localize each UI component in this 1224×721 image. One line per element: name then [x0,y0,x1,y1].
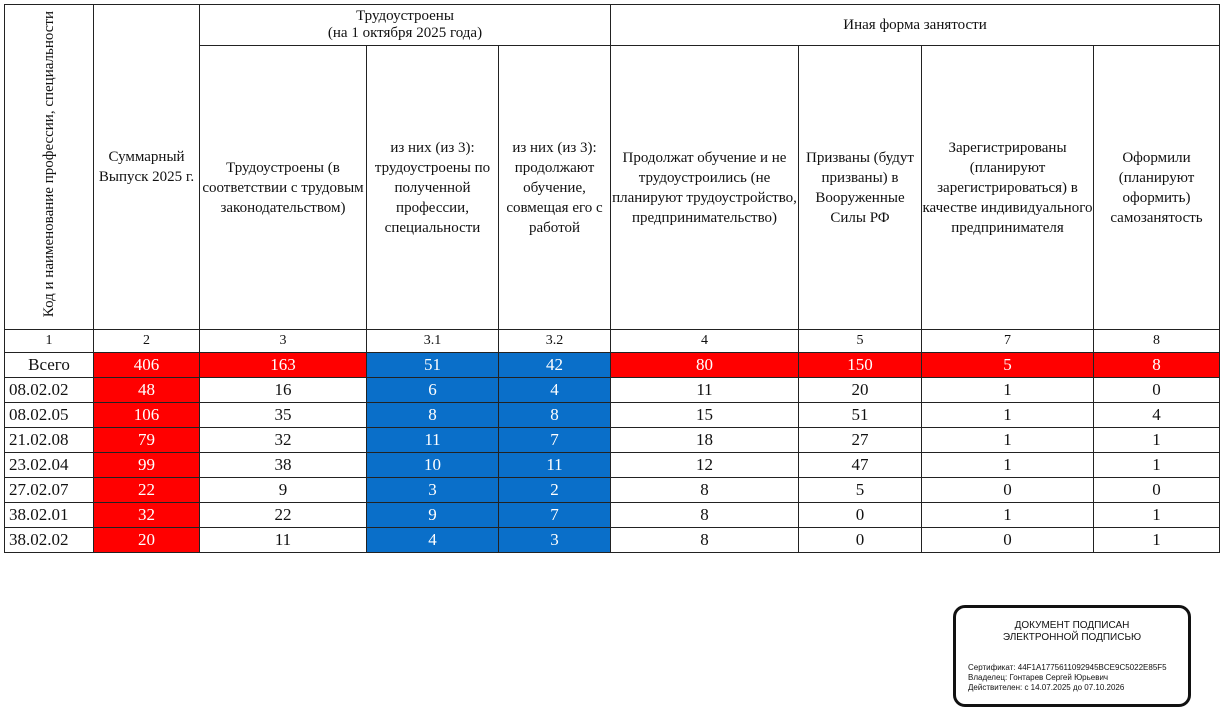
report-table [4,4,1220,553]
header-self-employed: Оформили (планируют оформить) самозанятость [1094,46,1220,330]
column-number: 4 [611,330,799,353]
stamp-title-line-2: ЭЛЕКТРОННОЙ ПОДПИСЬЮ [1002,632,1142,643]
cell-entrepreneur: 0 [922,528,1094,553]
cell-employed: 22 [200,503,367,528]
column-number: 2 [94,330,200,353]
cell-entrepreneur: 1 [922,403,1094,428]
stamp-owner: Владелец: Гонтарев Сергей Юрьевич [968,673,1109,682]
cell-employed-studying: 3 [499,528,611,553]
table-row [5,403,1220,428]
cell-continue-study: 8 [611,478,799,503]
header-total-graduates: Суммарный Выпуск 2025 г. [94,5,200,330]
cell-code: 38.02.02 [5,528,94,553]
cell-army: 0 [799,503,922,528]
column-number: 7 [922,330,1094,353]
cell-total-graduates: 32 [94,503,200,528]
cell-self-employed: 0 [1094,378,1220,403]
column-number: 3.1 [367,330,499,353]
cell-code: 08.02.02 [5,378,94,403]
cell-employed: 163 [200,353,367,378]
total-row [5,353,1220,378]
cell-self-employed: 8 [1094,353,1220,378]
cell-self-employed: 1 [1094,453,1220,478]
header-employed: Трудоустроены (в соответствии с трудовым законодательством) [200,46,367,330]
cell-employed-by-profession: 4 [367,528,499,553]
cell-code: 21.02.08 [5,428,94,453]
cell-army: 150 [799,353,922,378]
cell-total-graduates: 106 [94,403,200,428]
header-army: Призваны (будут призваны) в Вооруженные Силы РФ [799,46,922,330]
header-group-employed [200,5,611,46]
cell-employed-by-profession: 51 [367,353,499,378]
cell-total-graduates: 48 [94,378,200,403]
table-row [5,428,1220,453]
cell-employed-studying: 7 [499,503,611,528]
table-row [5,478,1220,503]
cell-employed-by-profession: 3 [367,478,499,503]
cell-self-employed: 0 [1094,478,1220,503]
cell-army: 47 [799,453,922,478]
cell-continue-study: 15 [611,403,799,428]
column-number: 8 [1094,330,1220,353]
header-employed-by-profession: из них (из 3): трудоустроены по полученной профессии, специальности [367,46,499,330]
header-continue-study: Продолжат обучение и не трудоустроились (не планируют трудоустройство, предпринимательство) [611,46,799,330]
column-number: 3.2 [499,330,611,353]
cell-employed-studying: 42 [499,353,611,378]
cell-employed-studying: 7 [499,428,611,453]
cell-employed-studying: 11 [499,453,611,478]
table-row [5,378,1220,403]
cell-total-graduates: 406 [94,353,200,378]
cell-self-employed: 1 [1094,428,1220,453]
cell-continue-study: 80 [611,353,799,378]
stamp-details [968,663,1167,693]
cell-employed: 38 [200,453,367,478]
cell-employed: 35 [200,403,367,428]
cell-army: 51 [799,403,922,428]
cell-continue-study: 8 [611,503,799,528]
cell-army: 0 [799,528,922,553]
cell-self-employed: 1 [1094,528,1220,553]
stamp-valid: Действителен: с 14.07.2025 до 07.10.2026 [968,683,1125,692]
cell-army: 27 [799,428,922,453]
header-entrepreneur: Зарегистрированы (планируют зарегистрироваться) в качестве индивидуального предпринимателя [922,46,1094,330]
cell-total-graduates: 22 [94,478,200,503]
cell-continue-study: 18 [611,428,799,453]
column-number: 5 [799,330,922,353]
cell-entrepreneur: 1 [922,428,1094,453]
cell-army: 5 [799,478,922,503]
cell-entrepreneur: 1 [922,503,1094,528]
header-group-other: Иная форма занятости [611,5,1220,46]
column-number: 1 [5,330,94,353]
cell-army: 20 [799,378,922,403]
table-row [5,528,1220,553]
column-number: 3 [200,330,367,353]
header-employed-studying: из них (из 3): продолжают обучение, совмещая его с работой [499,46,611,330]
cell-employed: 9 [200,478,367,503]
cell-employed-by-profession: 9 [367,503,499,528]
cell-employed-studying: 2 [499,478,611,503]
table-row [5,503,1220,528]
cell-self-employed: 1 [1094,503,1220,528]
cell-continue-study: 12 [611,453,799,478]
cell-entrepreneur: 1 [922,453,1094,478]
cell-code: 27.02.07 [5,478,94,503]
table-row [5,453,1220,478]
cell-total-graduates: 99 [94,453,200,478]
cell-employed-by-profession: 6 [367,378,499,403]
cell-employed: 32 [200,428,367,453]
header-code: Код и наименование профессии, специальности [5,5,94,330]
stamp-title [956,620,1188,644]
group-employed-title: Трудоустроены [356,8,454,24]
cell-continue-study: 11 [611,378,799,403]
cell-total-graduates: 79 [94,428,200,453]
cell-self-employed: 4 [1094,403,1220,428]
cell-employed-studying: 8 [499,403,611,428]
cell-entrepreneur: 5 [922,353,1094,378]
cell-employed-by-profession: 8 [367,403,499,428]
stamp-certificate: Сертификат: 44F1A1775611092945BCE9C5022E85F5 [968,663,1167,672]
group-employed-subtitle: (на 1 октября 2025 года) [327,25,483,41]
cell-employed-studying: 4 [499,378,611,403]
cell-employed-by-profession: 10 [367,453,499,478]
column-numbers-row [5,330,1220,353]
cell-employed-by-profession: 11 [367,428,499,453]
cell-employed: 16 [200,378,367,403]
cell-employed: 11 [200,528,367,553]
cell-entrepreneur: 1 [922,378,1094,403]
cell-code: 23.02.04 [5,453,94,478]
cell-continue-study: 8 [611,528,799,553]
stamp-title-line-1: ДОКУМЕНТ ПОДПИСАН [1014,620,1130,631]
electronic-signature-stamp [953,605,1191,707]
cell-entrepreneur: 0 [922,478,1094,503]
cell-code: Всего [5,353,94,378]
cell-code: 08.02.05 [5,403,94,428]
cell-code: 38.02.01 [5,503,94,528]
cell-total-graduates: 20 [94,528,200,553]
